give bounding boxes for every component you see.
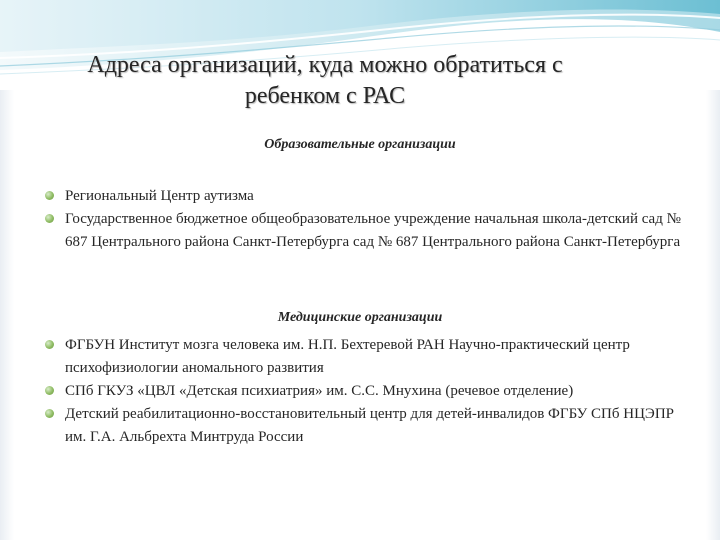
title-line-2: ребенком с РАС xyxy=(244,83,406,109)
title-line-1: Адреса организаций, куда можно обратиться с xyxy=(87,52,563,78)
list-item-text: Детский реабилитационно-восстановительный центр для детей-инвалидов ФГБУ СПб НЦЭПР им. Г.А. Альбрехта Минтруда России xyxy=(65,406,674,445)
bullet-icon xyxy=(45,340,54,349)
list-item xyxy=(44,185,694,208)
right-edge-shade xyxy=(706,90,720,540)
educational-heading: Образовательные организации xyxy=(264,137,456,152)
list-item-text: Государственное бюджетное общеобразовательное учреждение начальная школа-детский сад № 687 Центрального района Санкт-Петербурга сад № 687 Центрального района Санкт-Петербурга xyxy=(65,211,681,250)
list-item-text: ФГБУН Институт мозга человека им. Н.П. Бехтеревой РАН Научно-практический центр психофизиологии аномального развития xyxy=(65,337,630,376)
list-item xyxy=(44,334,694,380)
list-item xyxy=(44,208,694,254)
bullet-icon xyxy=(45,386,54,395)
medical-heading: Медицинские организации xyxy=(277,310,443,325)
left-edge-shade xyxy=(0,90,14,540)
list-item xyxy=(44,403,694,449)
bullet-icon xyxy=(45,214,54,223)
list-item xyxy=(44,380,694,403)
medical-list xyxy=(44,334,694,449)
list-item-text: СПб ГКУЗ «ЦВЛ «Детская психиатрия» им. С.С. Мнухина (речевое отделение) xyxy=(65,383,574,399)
educational-list xyxy=(44,185,694,254)
bullet-icon xyxy=(45,191,54,200)
list-item-text: Региональный Центр аутизма xyxy=(65,188,254,204)
slide-title xyxy=(60,50,590,112)
bullet-icon xyxy=(45,409,54,418)
